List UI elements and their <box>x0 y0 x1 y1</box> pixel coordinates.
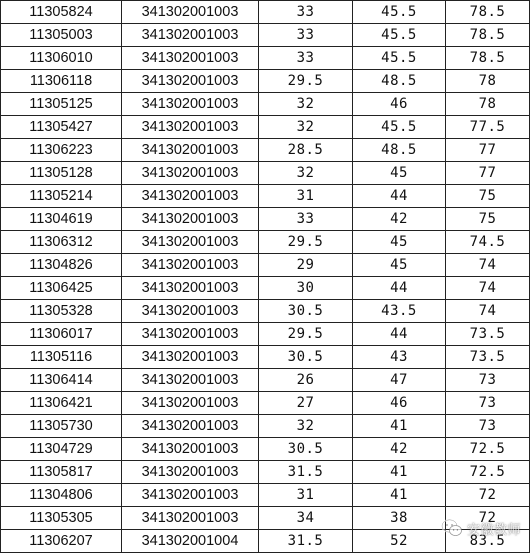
position-code-cell: 341302001003 <box>122 277 259 300</box>
total-score-cell: 73.5 <box>446 346 530 369</box>
watermark-text: 安徽教师 <box>466 522 521 538</box>
table-row <box>1 277 530 300</box>
score-a-cell: 29.5 <box>259 323 353 346</box>
position-code-cell: 341302001003 <box>122 438 259 461</box>
position-code-cell: 341302001003 <box>122 461 259 484</box>
total-score-cell: 73 <box>446 415 530 438</box>
total-score-cell: 74.5 <box>446 231 530 254</box>
table-row <box>1 323 530 346</box>
score-a-cell: 29 <box>259 254 353 277</box>
score-a-cell: 31 <box>259 484 353 507</box>
score-a-cell: 33 <box>259 47 353 70</box>
candidate-id-cell: 11305817 <box>1 461 122 484</box>
candidate-id-cell: 11306017 <box>1 323 122 346</box>
candidate-id-cell: 11305305 <box>1 507 122 530</box>
position-code-cell: 341302001003 <box>122 369 259 392</box>
score-a-cell: 32 <box>259 93 353 116</box>
score-b-cell: 48.5 <box>353 139 446 162</box>
candidate-id-cell: 11306425 <box>1 277 122 300</box>
total-score-cell: 72 <box>446 507 530 530</box>
total-score-cell: 75 <box>446 185 530 208</box>
position-code-cell: 341302001003 <box>122 116 259 139</box>
score-a-cell: 34 <box>259 507 353 530</box>
candidate-id-cell: 11305427 <box>1 116 122 139</box>
candidate-id-cell: 11306223 <box>1 139 122 162</box>
score-b-cell: 44 <box>353 323 446 346</box>
score-b-cell: 42 <box>353 438 446 461</box>
table-row <box>1 461 530 484</box>
candidate-id-cell: 11305824 <box>1 1 122 24</box>
score-a-cell: 31 <box>259 185 353 208</box>
total-score-cell: 78.5 <box>446 47 530 70</box>
total-score-cell: 83.5 <box>446 530 530 553</box>
score-b-cell: 45 <box>353 231 446 254</box>
score-a-cell: 32 <box>259 162 353 185</box>
score-a-cell: 33 <box>259 24 353 47</box>
table-row <box>1 346 530 369</box>
table-row <box>1 300 530 323</box>
score-b-cell: 48.5 <box>353 70 446 93</box>
total-score-cell: 77 <box>446 139 530 162</box>
total-score-cell: 74 <box>446 254 530 277</box>
score-a-cell: 31.5 <box>259 461 353 484</box>
total-score-cell: 72.5 <box>446 461 530 484</box>
position-code-cell: 341302001003 <box>122 1 259 24</box>
position-code-cell: 341302001003 <box>122 254 259 277</box>
candidate-id-cell: 11306118 <box>1 70 122 93</box>
position-code-cell: 341302001003 <box>122 300 259 323</box>
score-b-cell: 45 <box>353 254 446 277</box>
position-code-cell: 341302001003 <box>122 231 259 254</box>
table-row <box>1 1 530 24</box>
score-b-cell: 41 <box>353 415 446 438</box>
position-code-cell: 341302001003 <box>122 70 259 93</box>
total-score-cell: 74 <box>446 277 530 300</box>
candidate-id-cell: 11304826 <box>1 254 122 277</box>
position-code-cell: 341302001003 <box>122 323 259 346</box>
candidate-id-cell: 11305214 <box>1 185 122 208</box>
candidate-id-cell: 11305125 <box>1 93 122 116</box>
score-b-cell: 45.5 <box>353 24 446 47</box>
score-a-cell: 30 <box>259 277 353 300</box>
table-row <box>1 139 530 162</box>
table-row <box>1 438 530 461</box>
candidate-id-cell: 11305128 <box>1 162 122 185</box>
score-a-cell: 30.5 <box>259 346 353 369</box>
score-b-cell: 45.5 <box>353 116 446 139</box>
table-row <box>1 208 530 231</box>
score-b-cell: 43.5 <box>353 300 446 323</box>
score-b-cell: 44 <box>353 277 446 300</box>
candidate-id-cell: 11306312 <box>1 231 122 254</box>
score-b-cell: 43 <box>353 346 446 369</box>
total-score-cell: 75 <box>446 208 530 231</box>
score-b-cell: 45 <box>353 162 446 185</box>
table-row <box>1 392 530 415</box>
score-a-cell: 26 <box>259 369 353 392</box>
candidate-id-cell: 11306010 <box>1 47 122 70</box>
table-row <box>1 231 530 254</box>
score-a-cell: 29.5 <box>259 231 353 254</box>
total-score-cell: 77 <box>446 162 530 185</box>
table-row <box>1 507 530 530</box>
score-a-cell: 31.5 <box>259 530 353 553</box>
score-b-cell: 46 <box>353 392 446 415</box>
position-code-cell: 341302001003 <box>122 208 259 231</box>
total-score-cell: 78.5 <box>446 1 530 24</box>
table-row <box>1 116 530 139</box>
candidate-id-cell: 11304619 <box>1 208 122 231</box>
candidate-id-cell: 11304729 <box>1 438 122 461</box>
table-row <box>1 415 530 438</box>
table-row <box>1 24 530 47</box>
table-row <box>1 185 530 208</box>
total-score-cell: 73.5 <box>446 323 530 346</box>
position-code-cell: 341302001003 <box>122 162 259 185</box>
position-code-cell: 341302001003 <box>122 507 259 530</box>
score-b-cell: 46 <box>353 93 446 116</box>
table-row <box>1 484 530 507</box>
candidate-id-cell: 11305116 <box>1 346 122 369</box>
total-score-cell: 73 <box>446 369 530 392</box>
total-score-cell: 78.5 <box>446 24 530 47</box>
total-score-cell: 72.5 <box>446 438 530 461</box>
score-b-cell: 45.5 <box>353 47 446 70</box>
candidate-id-cell: 11306207 <box>1 530 122 553</box>
position-code-cell: 341302001003 <box>122 185 259 208</box>
score-b-cell: 38 <box>353 507 446 530</box>
candidate-id-cell: 11306414 <box>1 369 122 392</box>
score-table-body <box>1 1 530 553</box>
table-row <box>1 254 530 277</box>
candidate-id-cell: 11305003 <box>1 24 122 47</box>
score-a-cell: 30.5 <box>259 300 353 323</box>
total-score-cell: 78 <box>446 70 530 93</box>
total-score-cell: 73 <box>446 392 530 415</box>
score-a-cell: 33 <box>259 1 353 24</box>
total-score-cell: 77.5 <box>446 116 530 139</box>
position-code-cell: 341302001003 <box>122 484 259 507</box>
score-b-cell: 41 <box>353 484 446 507</box>
table-row <box>1 70 530 93</box>
total-score-cell: 74 <box>446 300 530 323</box>
score-b-cell: 42 <box>353 208 446 231</box>
position-code-cell: 341302001003 <box>122 93 259 116</box>
total-score-cell: 72 <box>446 484 530 507</box>
score-a-cell: 33 <box>259 208 353 231</box>
candidate-id-cell: 11305730 <box>1 415 122 438</box>
score-a-cell: 32 <box>259 415 353 438</box>
score-a-cell: 32 <box>259 116 353 139</box>
table-row <box>1 530 530 553</box>
position-code-cell: 341302001003 <box>122 415 259 438</box>
position-code-cell: 341302001003 <box>122 47 259 70</box>
total-score-cell: 78 <box>446 93 530 116</box>
table-row <box>1 162 530 185</box>
position-code-cell: 341302001003 <box>122 346 259 369</box>
table-row <box>1 369 530 392</box>
score-b-cell: 47 <box>353 369 446 392</box>
position-code-cell: 341302001003 <box>122 392 259 415</box>
score-a-cell: 30.5 <box>259 438 353 461</box>
score-a-cell: 29.5 <box>259 70 353 93</box>
candidate-id-cell: 11304806 <box>1 484 122 507</box>
score-b-cell: 44 <box>353 185 446 208</box>
candidate-id-cell: 11306421 <box>1 392 122 415</box>
position-code-cell: 341302001004 <box>122 530 259 553</box>
score-a-cell: 28.5 <box>259 139 353 162</box>
score-b-cell: 41 <box>353 461 446 484</box>
position-code-cell: 341302001003 <box>122 139 259 162</box>
score-b-cell: 52 <box>353 530 446 553</box>
score-a-cell: 27 <box>259 392 353 415</box>
table-row <box>1 93 530 116</box>
score-b-cell: 45.5 <box>353 1 446 24</box>
table-row <box>1 47 530 70</box>
position-code-cell: 341302001003 <box>122 24 259 47</box>
candidate-id-cell: 11305328 <box>1 300 122 323</box>
